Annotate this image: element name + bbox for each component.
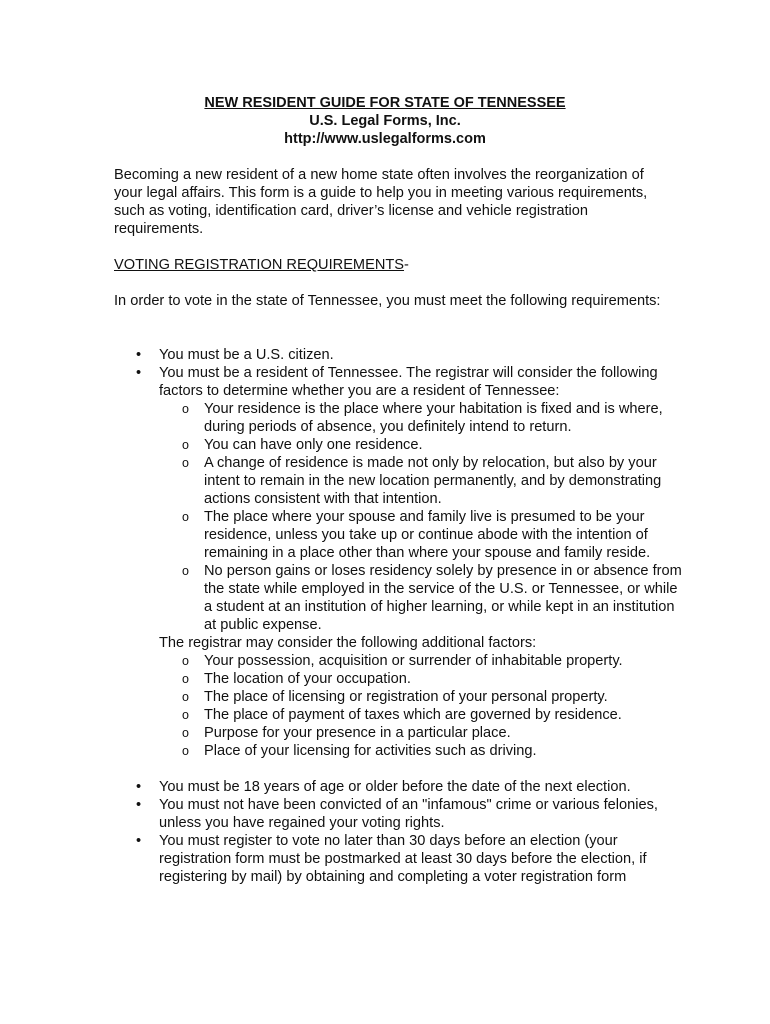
sub-list-item: o Your residence is the place where your habitation is fixed and is where, during periods of absence, you definitely intend to return. [159,400,684,436]
intro-paragraph: Becoming a new resident of a new home state often involves the reorganization of your legal affairs. This form is a guide to help you in meeting various requirements, such as voting, identification card, driver’s license and vehicle registration requirements. [114,167,648,237]
document-header [0,94,770,148]
list-item: • You must not have been convicted of an "infamous" crime or various felonies, unless you have regained your voting rights. [114,796,684,832]
additional-factors-intro: The registrar may consider the following additional factors: [159,635,537,651]
sub-list-item: o The place where your spouse and family live is presumed to be your residence, unless you take up or continue abode with the intention of remaining in a place other than where your spouse and family reside. [159,508,684,562]
sub-list-item: o The place of payment of taxes which are governed by residence. [159,706,684,724]
document-title: NEW RESIDENT GUIDE FOR STATE OF TENNESSEE [204,95,566,111]
sub-list-item: o You can have only one residence. [159,436,684,454]
sub-list-item: o No person gains or loses residency solely by presence in or absence from the state while employed in the service of the U.S. or Tennessee, or while a student at an institution of higher learning, or while kept in an institution at public expense. [159,562,684,634]
additional-factors-list [159,652,684,760]
residence-factors-list [159,400,684,634]
list-item: • You must be a U.S. citizen. [114,346,684,364]
sub-list-item: o The location of your occupation. [159,670,684,688]
section-heading-text: VOTING REGISTRATION REQUIREMENTS [114,257,405,273]
spacer [114,760,684,778]
sub-list-item: o Purpose for your presence in a particular place. [159,724,684,742]
list-item: • You must register to vote no later than 30 days before an election (your registration form must be postmarked at least 30 days before the election, if registering by mail) by obtaining and completing a voter registration form [114,832,684,886]
company-name: U.S. Legal Forms, Inc. [309,113,461,129]
section-heading-dash: - [404,257,409,273]
company-url: http://www.uslegalforms.com [284,131,486,147]
sub-list-item: o A change of residence is made not only by relocation, but also by your intent to remain in the new location permanently, and by demonstrating actions consistent with that intention. [159,454,684,508]
list-item: • You must be 18 years of age or older before the date of the next election. [114,778,684,796]
section-heading [114,256,674,274]
sub-list-item: o Your possession, acquisition or surrender of inhabitable property. [159,652,684,670]
sub-list-item: o Place of your licensing for activities such as driving. [159,742,684,760]
sub-list-item: o The place of licensing or registration of your personal property. [159,688,684,706]
requirements-list [114,346,684,886]
list-item: • You must be a resident of Tennessee. The registrar will consider the following factors to determine whether you are a resident of Tennessee: o Your residence is the place where your habitation is fixed and is where, during periods of absence, you definitely intend to return. o You can have only one residence. o A change of residence is made not only by relocation, but also by your intent to remain in the new location permanently, and by demonstrating actions consistent with that intention. o The place where your spouse and family live is presumed to be your residence, unless you take up or continue abode with the intention of remaining in a place other than where your spouse and family reside. o No person gains or loses residency solely by presence in or absence from the state while employed in the service of the U.S. or Tennessee, or while a student at an institution of higher learning, or while kept in an institution at public expense. The registrar may consider the following additional factors: o Your possession, acquisition or surrender of inhabitable property. o The location of your occupation. o The place of licensing or registration of your personal property. o The place of payment of taxes which are governed by residence. o Purpose for your presence in a particular place. o Place of your licensing for activities such as driving. [114,364,684,760]
requirements-intro: In order to vote in the state of Tennessee, you must meet the following requirements: [114,293,661,309]
